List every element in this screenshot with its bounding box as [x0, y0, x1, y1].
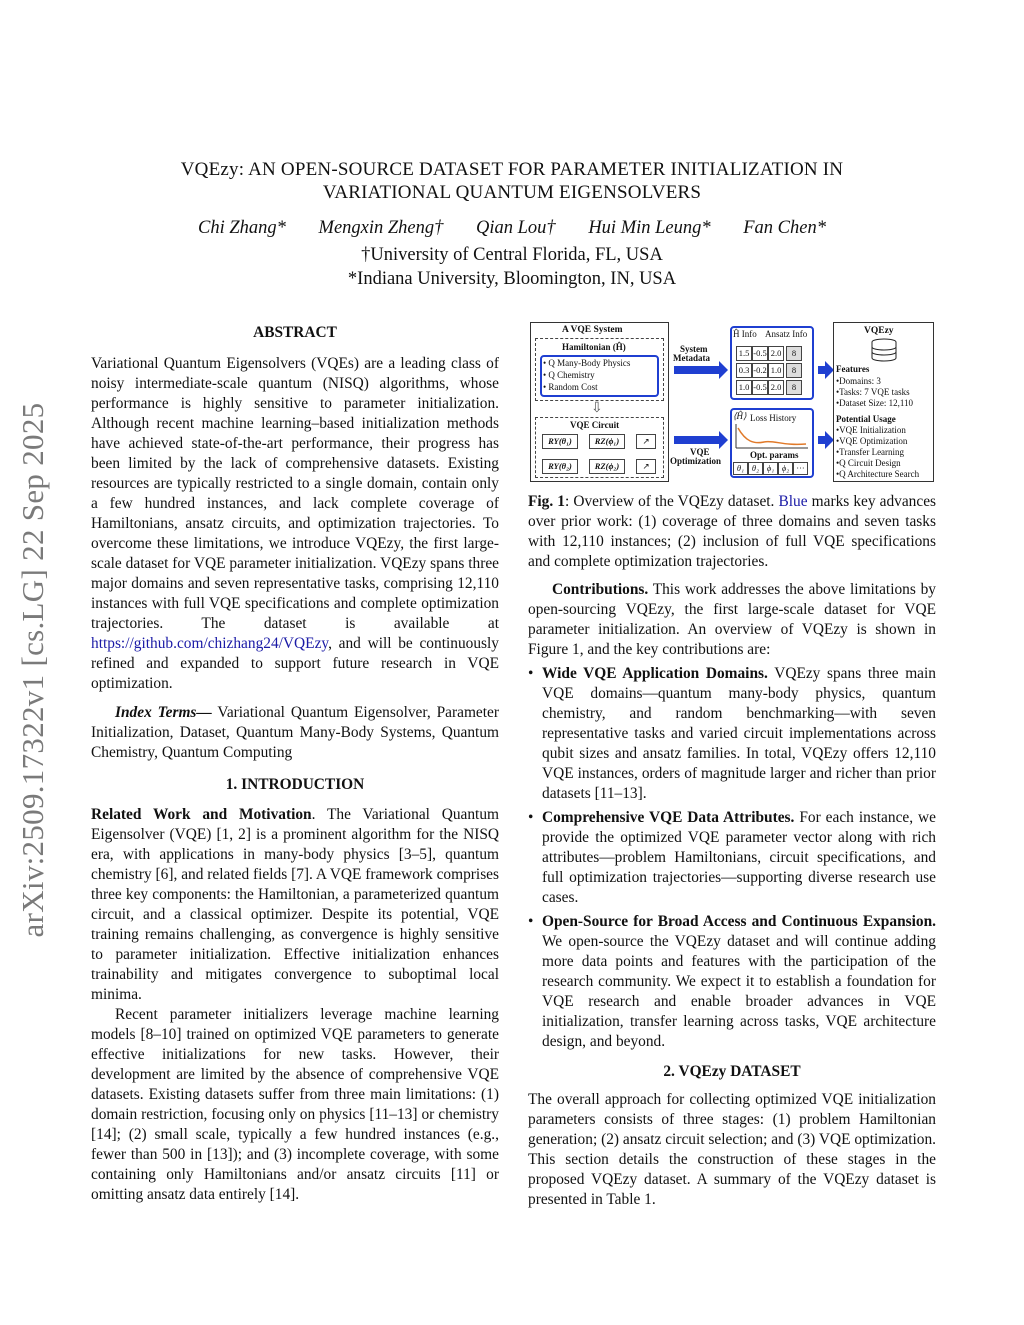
features-heading: Features	[836, 364, 870, 374]
arxiv-stamp-text: arXiv:2509.17322v1 [cs.LG] 22 Sep 2025	[15, 402, 50, 938]
index-terms	[91, 703, 499, 763]
loss-axis-label: ⟨Ĥ⟩	[733, 411, 747, 421]
usage-item: •VQE Initialization	[836, 425, 906, 435]
abstract-text-end: , and will be continuously refined and expanded to support future research in VQE optimization.	[91, 635, 499, 692]
contributions-paragraph	[528, 580, 936, 660]
author: Mengxin Zheng†	[318, 218, 444, 238]
list-item	[528, 808, 936, 908]
vqezy-label: VQEzy	[864, 326, 894, 336]
table-cell: 1.0	[768, 363, 784, 378]
to-vqezy-arrow-icon	[818, 366, 826, 374]
table-cell: 1.5	[736, 346, 752, 361]
bullet-text: We open-source the VQEzy dataset and will continue adding more data points and features with the participation of the research community. We expect it to establish a foundation for VQE research and enable broader advances in VQE initialization, transfer learning across tasks, VQE architecture design, and beyond.	[542, 933, 936, 1050]
table-cell: 8	[786, 380, 802, 395]
intro-p1-text: . The Variational Quantum Eigensolver (VQE) [1, 2] is a prominent algorithm for the NISQ era, with applications in many-body physics [3–5], quantum chemistry [6], and related fields [7]. A VQE framework comprises three key components: the Hamiltonian, a parameterized quantum circuit, and a classical optimizer. Despite its potential, VQE training remains challenging, as convergence is highly sensitive to parameter initialization. Effective initialization enhances trainability and mitigates convergence to suboptimal local minima.	[91, 806, 499, 1003]
author: Qian Lou†	[476, 218, 556, 238]
ham-item: • Random Cost	[543, 382, 598, 392]
usage-item: •Transfer Learning	[836, 447, 905, 457]
vqe-system-label: A VQE System	[562, 325, 623, 335]
system-metadata-label-2: Metadata	[673, 353, 710, 363]
to-vqezy-arrow-icon	[818, 436, 826, 444]
vqe-opt-label-1: VQE	[690, 447, 710, 457]
measure-icon: ↗	[636, 434, 656, 449]
intro-paragraph-2: Recent parameter initializers leverage machine learning models [8–10] trained on optimized VQE parameters to generate effective initializations for new tasks. However, their development are limited by the absence of comprehensive VQE datasets. Existing datasets suffer from three main limitations: (1) domain restriction, focusing only on physics [11–13] or chemistry [14]; (2) small scale, typically a few hundred instances (e.g., fewer than 500 in [13]); and (3) incomplete coverage, with some containing only Hamiltonians and/or ansatz circuits [11] or omitting ansatz data entirely [14].	[91, 1006, 499, 1203]
affiliation-indiana: *Indiana University, Bloomington, IN, USA	[347, 269, 677, 289]
h-info-label: Ĥ Info	[733, 329, 757, 339]
figure-1	[530, 322, 934, 482]
table-cell: 8	[786, 363, 802, 378]
database-icon	[870, 338, 898, 362]
usage-item: •VQE Optimization	[836, 436, 908, 446]
table-cell: 2.0	[768, 346, 784, 361]
ham-item: • Q Chemistry	[543, 370, 595, 380]
affiliation-ucf: †University of Central Florida, FL, USA	[361, 245, 663, 265]
gate-rz2: RZ(ϕ₂)	[589, 459, 625, 474]
table-cell: 2.0	[768, 380, 784, 395]
vqe-opt-label-2: Optimization	[670, 456, 721, 466]
bullet-text: For each instance, we provide the optimized VQE parameter vector along with rich attributes—problem Hamiltonians, circuit specifications, and full optimization trajectories—supporting diverse research use cases.	[542, 809, 936, 906]
bullet-label: Comprehensive VQE Data Attributes.	[542, 809, 795, 826]
caption-label: Fig. 1	[528, 493, 565, 510]
dataset-heading: 2. VQEzy DATASET	[663, 1063, 801, 1080]
left-column	[91, 323, 499, 1205]
system-metadata-label-1: System	[680, 344, 708, 354]
contributions-text: This work addresses the above limitations by open-sourcing VQEzy, the first large-scale dataset for VQE parameter initialization. An overview of VQEzy is shown in Figure 1, and the key contributions are:	[528, 581, 936, 658]
author: Fan Chen*	[743, 218, 826, 238]
author: Chi Zhang*	[198, 218, 286, 238]
abstract-text: Variational Quantum Eigensolvers (VQEs) are a leading class of noisy intermediate-scale quantum (NISQ) algorithms, whose performance is highly sensitive to parameter initialization. Although recent machine learning–based initialization methods have achieved state-of-the-art performance, their progress has been limited by the lack of comprehensive datasets. Existing resources are typically restricted to a single domain, contain only a few hundred instances, and lack complete coverage of Hamiltonians, ansatz circuits, and optimization trajectories. To overcome these limitations, we introduce VQEzy, the first large-scale dataset for VQE parameter initialization. VQEzy spans three major domains and seven representative tasks, comprising 12,110 instances with full VQE specifications and complete optimization trajectories. The dataset is available at	[91, 355, 499, 632]
opt-params-label: Opt. params	[750, 450, 799, 460]
abstract-heading: ABSTRACT	[253, 324, 337, 341]
table-cell: 0.3	[736, 363, 752, 378]
hamiltonian-label: Hamiltonian (Ĥ)	[562, 342, 626, 352]
down-arrow-icon: ⇩	[591, 401, 603, 416]
feature-item: •Tasks: 7 VQE tasks	[836, 387, 910, 397]
measure-icon: ↗	[636, 459, 656, 474]
metadata-arrow-icon	[674, 366, 720, 374]
loss-history-label: Loss History	[750, 413, 797, 423]
title-line-2: VARIATIONAL QUANTUM EIGENSOLVERS	[322, 182, 702, 203]
gate-ry1: RY(θ₁)	[542, 434, 578, 449]
paper-title	[120, 158, 904, 204]
ansatz-info-label: Ansatz Info	[765, 329, 808, 339]
right-column	[528, 580, 936, 1210]
github-link[interactable]: https://github.com/chizhang24/VQEzy	[91, 635, 329, 652]
contributions-label: Contributions.	[552, 581, 649, 598]
bullet-text: VQEzy spans three main VQE domains—quantum many-body physics, quantum chemistry, and random benchmarking—with seven representative tasks and varied circuit implementations across qubit sizes and ansatz families. In total, VQEzy offers 12,110 VQE instances, orders of magnitude larger and richer than prior datasets [11–13].	[542, 665, 936, 802]
bullet-label: Open-Source for Broad Access and Continuous Expansion.	[542, 913, 936, 930]
bullet-label: Wide VQE Application Domains.	[542, 665, 768, 682]
related-work-label: Related Work and Motivation	[91, 806, 312, 823]
table-cell: -0.5	[752, 380, 768, 395]
caption-text-b: marks key advances over prior work: (1) coverage of three domains and seven tasks with 12,110 instances; (2) inclusion of full VQE specifications and complete optimization trajectories.	[528, 493, 937, 570]
dataset-paragraph: The overall approach for collecting optimized VQE initialization parameters consists of three stages: (1) problem Hamiltonian generation; (2) ansatz circuit selection; and (3) VQE optimization. This section details the construction of these stages in the proposed VQEzy dataset. A summary of the VQEzy dataset is presented in Table 1.	[528, 1091, 936, 1208]
abstract-body	[91, 354, 499, 694]
feature-item: •Domains: 3	[836, 376, 881, 386]
list-item	[528, 664, 936, 804]
table-cell: 1.0	[736, 380, 752, 395]
usage-item: •Q Architecture Search	[836, 469, 920, 479]
param-cell: ···	[793, 462, 808, 475]
title-line-1: VQEzy: AN OPEN-SOURCE DATASET FOR PARAMETER INITIALIZATION IN	[180, 159, 844, 180]
param-cell: ϕ₁	[763, 462, 778, 475]
index-terms-text: Variational Quantum Eigensolver, Parameter Initialization, Dataset, Quantum Many-Body Systems, Quantum Chemistry, Quantum Computing	[91, 704, 499, 761]
contributions-list	[528, 664, 936, 1052]
caption-text-a: : Overview of the VQEzy dataset.	[565, 493, 779, 510]
vqe-circuit-label: VQE Circuit	[570, 420, 620, 430]
gate-ry2: RY(θ₂)	[542, 459, 578, 474]
table-cell: -0.5	[752, 346, 768, 361]
param-cell: θ₂	[748, 462, 763, 475]
author: Hui Min Leung*	[588, 218, 711, 238]
ham-item: • Q Many-Body Physics	[543, 358, 631, 368]
usage-heading: Potential Usage	[836, 414, 896, 424]
gate-rz1: RZ(ϕ₁)	[589, 434, 625, 449]
list-item	[528, 912, 936, 1052]
usage-item: •Q Circuit Design	[836, 458, 901, 468]
param-cell: θ₁	[733, 462, 748, 475]
arxiv-stamp	[8, 370, 58, 970]
figure-caption	[528, 492, 936, 572]
intro-heading: 1. INTRODUCTION	[225, 776, 365, 793]
param-cell: ϕ₂	[778, 462, 793, 475]
intro-paragraph-1	[91, 805, 499, 1005]
caption-blue-word: Blue	[778, 493, 808, 510]
optimization-arrow-icon	[674, 436, 720, 444]
author-list	[120, 218, 904, 239]
feature-item: •Dataset Size: 12,110	[836, 398, 914, 408]
index-terms-label: Index Terms—	[115, 704, 212, 721]
loss-curve-icon	[734, 422, 810, 450]
table-cell: 8	[786, 346, 802, 361]
table-cell: -0.2	[752, 363, 768, 378]
